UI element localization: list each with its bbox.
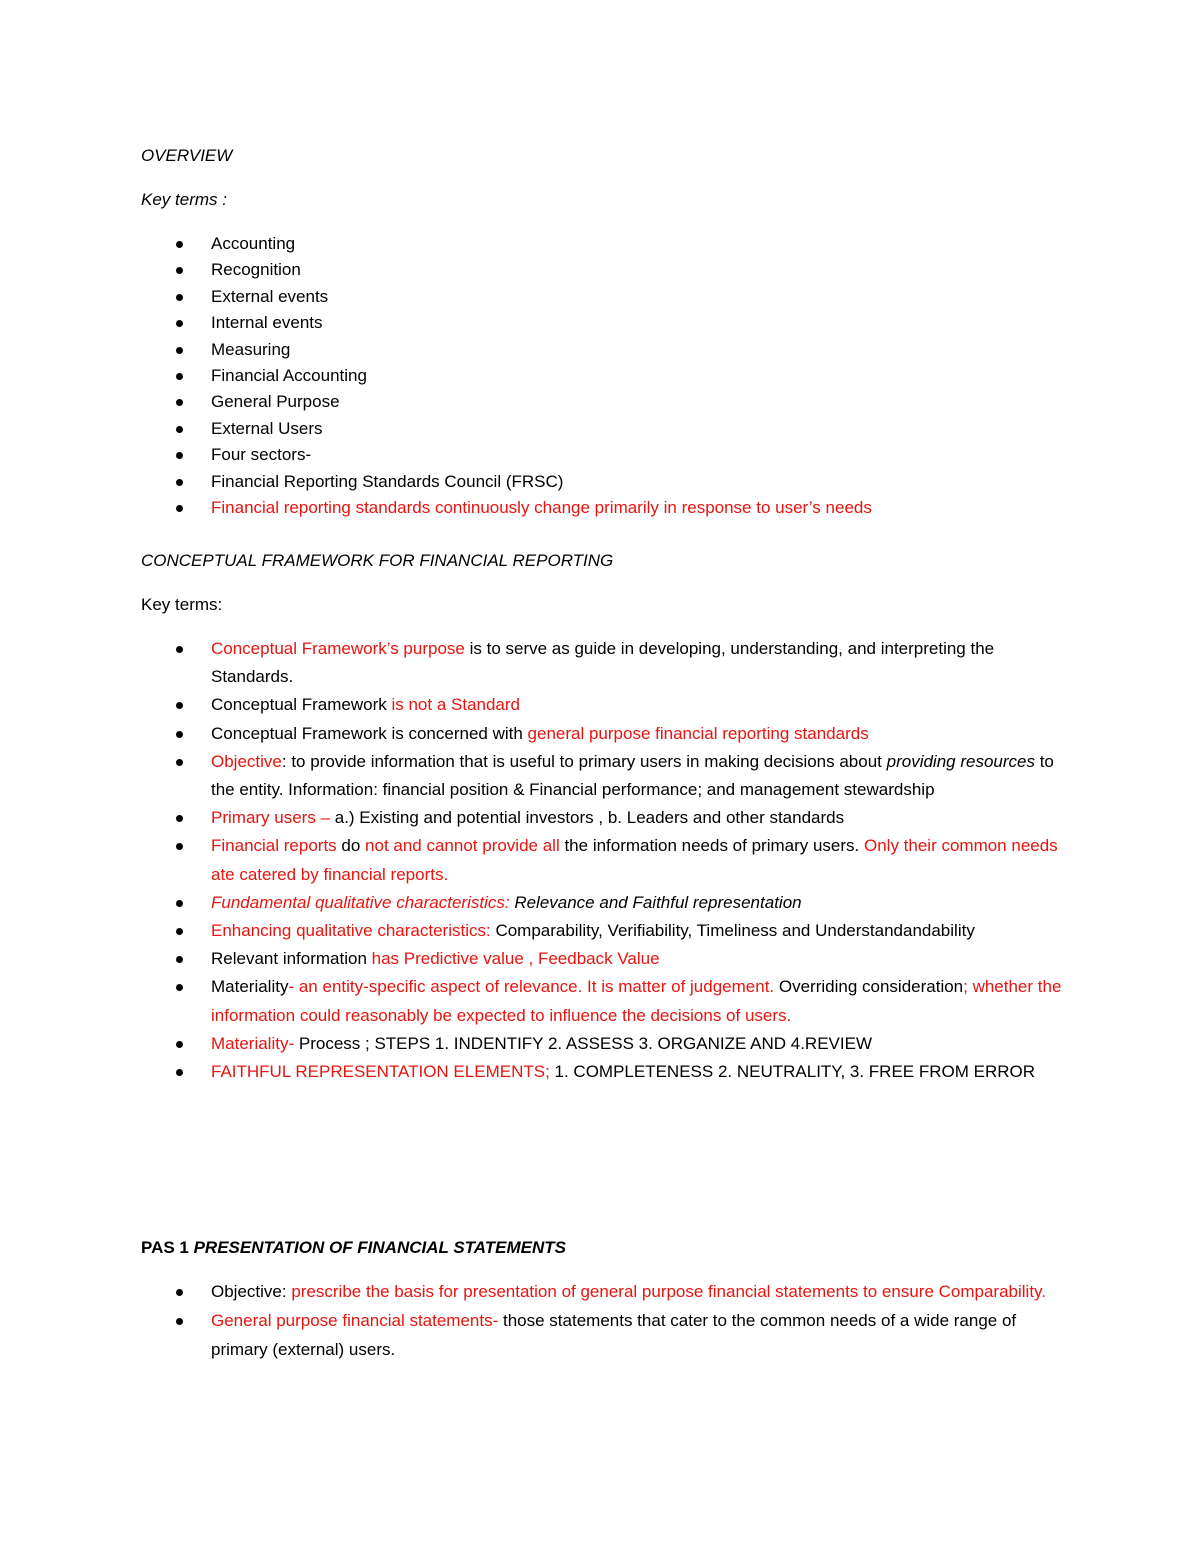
bullet-icon (176, 479, 183, 486)
list-item: Financial Accounting (0, 363, 1200, 389)
bullet-icon (176, 241, 183, 248)
bullet-icon (176, 702, 183, 709)
list-item: Primary users – a.) Existing and potential investors , b. Leaders and other standards (0, 804, 1200, 832)
list-item: External events (0, 284, 1200, 310)
bullet-icon (176, 452, 183, 459)
list-item: Materiality- an entity-specific aspect of relevance. It is matter of judgement. Overriding consideration; whether the information could reasonably be expected to influence the decisions of users. (0, 973, 1200, 1029)
bullet-icon (176, 320, 183, 327)
bullet-icon (176, 759, 183, 766)
bullet-icon (176, 294, 183, 301)
bullet-icon (176, 399, 183, 406)
pas1-heading: PAS 1 PRESENTATION OF FINANCIAL STATEMENTS (141, 1238, 567, 1257)
overview-key-terms-label: Key terms : (141, 190, 227, 209)
bullet-icon (176, 373, 183, 380)
bullet-icon (176, 347, 183, 354)
list-item: Conceptual Framework is concerned with general purpose financial reporting standards (0, 720, 1200, 748)
list-item: Accounting (0, 231, 1200, 257)
list-item: Conceptual Framework is not a Standard (0, 691, 1200, 719)
list-item: Objective: to provide information that is useful to primary users in making decisions about providing resources to the entity. Information: financial position & Financial performance; and management stewardship (0, 748, 1200, 804)
list-item: Conceptual Framework’s purpose is to serve as guide in developing, understanding, and interpreting the Standards. (0, 635, 1200, 691)
bullet-icon (176, 956, 183, 963)
list-item: Fundamental qualitative characteristics: Relevance and Faithful representation (0, 889, 1200, 917)
pas1-list (0, 1278, 1200, 1364)
list-item: Internal events (0, 310, 1200, 336)
bullet-icon (176, 928, 183, 935)
conceptual-key-terms-list (0, 635, 1200, 1086)
list-item: Recognition (0, 257, 1200, 283)
bullet-icon (176, 843, 183, 850)
bullet-icon (176, 815, 183, 822)
overview-key-terms-list (0, 231, 1200, 521)
list-item: Financial Reporting Standards Council (FRSC) (0, 469, 1200, 495)
list-item: Relevant information has Predictive value , Feedback Value (0, 945, 1200, 973)
list-item: FAITHFUL REPRESENTATION ELEMENTS; 1. COMPLETENESS 2. NEUTRALITY, 3. FREE FROM ERROR (0, 1058, 1200, 1086)
bullet-icon (176, 1318, 183, 1325)
list-item: Measuring (0, 337, 1200, 363)
bullet-icon (176, 646, 183, 653)
conceptual-key-terms-label: Key terms: (141, 595, 223, 614)
bullet-icon (176, 900, 183, 907)
bullet-icon (176, 1041, 183, 1048)
list-item: Objective: prescribe the basis for presentation of general purpose financial statements to ensure Comparability. (0, 1278, 1200, 1307)
conceptual-framework-heading: CONCEPTUAL FRAMEWORK FOR FINANCIAL REPORTING (141, 551, 614, 570)
list-item: General Purpose (0, 389, 1200, 415)
bullet-icon (176, 426, 183, 433)
bullet-icon (176, 1069, 183, 1076)
bullet-icon (176, 1289, 183, 1296)
bullet-icon (176, 505, 183, 512)
bullet-icon (176, 267, 183, 274)
list-item: External Users (0, 416, 1200, 442)
list-item: Materiality- Process ; STEPS 1. INDENTIFY 2. ASSESS 3. ORGANIZE AND 4.REVIEW (0, 1030, 1200, 1058)
list-item: Financial reports do not and cannot provide all the information needs of primary users. Only their common needs ate catered by financial reports. (0, 832, 1200, 888)
list-item: Four sectors- (0, 442, 1200, 468)
bullet-icon (176, 984, 183, 991)
list-item: Enhancing qualitative characteristics: Comparability, Verifiability, Timeliness and Understandandability (0, 917, 1200, 945)
list-item: Financial reporting standards continuously change primarily in response to user’s needs (0, 495, 1200, 521)
bullet-icon (176, 731, 183, 738)
list-item: General purpose financial statements- those statements that cater to the common needs of a wide range of primary (external) users. (0, 1307, 1200, 1365)
overview-heading: OVERVIEW (141, 146, 233, 165)
